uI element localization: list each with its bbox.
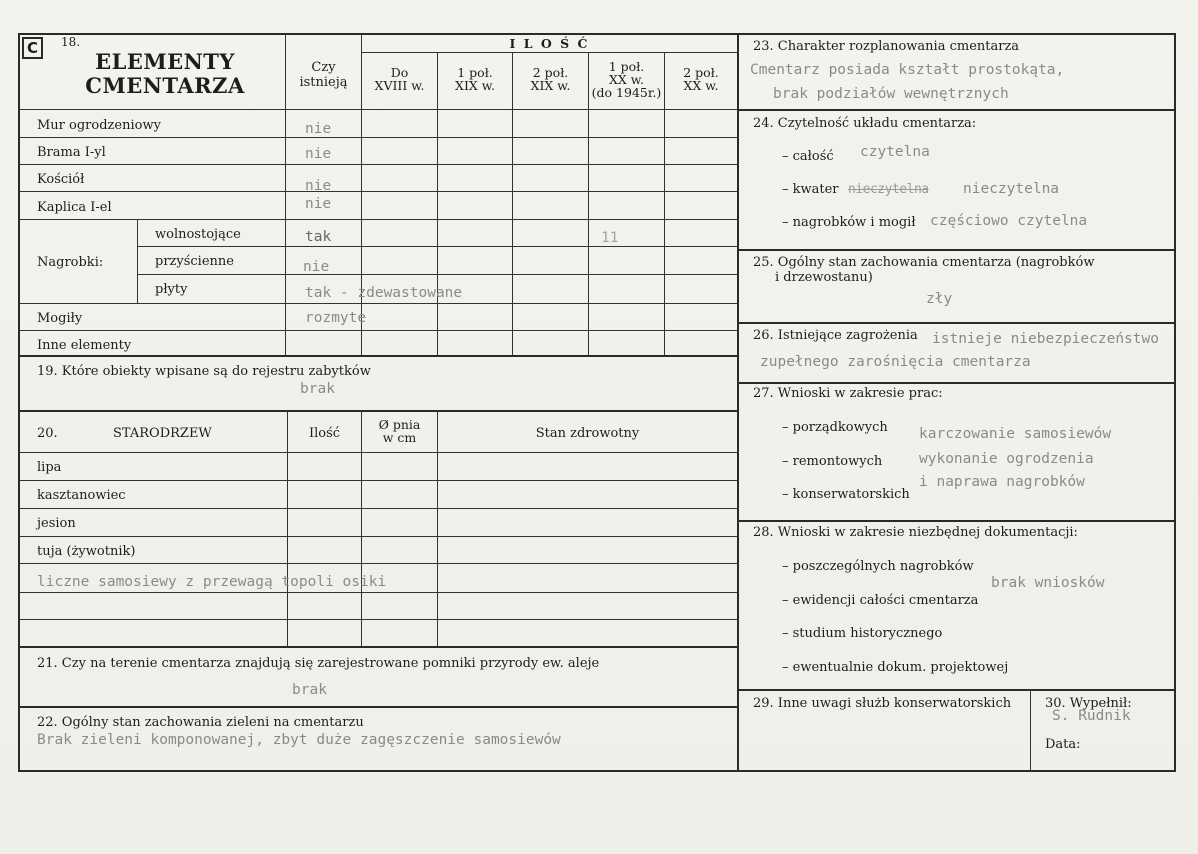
readability-graves-answer: częściowo czytelna — [930, 213, 1088, 229]
title-line-1: ELEMENTY — [95, 49, 235, 74]
row-label-brama: Brama I-yl — [37, 145, 106, 160]
sec25-l2: i drzewostanu) — [775, 270, 873, 285]
docs-item-project: – ewentualnie dokum. projektowej — [782, 660, 1009, 675]
section-26-answer-line2: zupełnego zarośnięcia cmentarza — [760, 354, 1031, 370]
period-2-l2: XIX w. — [455, 78, 495, 93]
section-26-label: 26. Istniejące zagrożenia — [753, 328, 918, 343]
quantity-header: I L O Ś Ć — [509, 36, 590, 51]
works-conserv-answer: i naprawa nagrobków — [919, 474, 1085, 490]
row-label-przyscienne: przyścienne — [155, 254, 234, 269]
row-label-nagrobki: Nagrobki: — [37, 255, 104, 270]
section-20-number: 20. — [37, 426, 58, 441]
section-28-answer: brak wniosków — [991, 575, 1105, 591]
section-19-label: 19. Które obiekty wpisane są do rejestru zabytków — [37, 364, 371, 379]
col-diam-l2: w cm — [382, 430, 417, 445]
tree-row-kasztanowiec: kasztanowiec — [37, 488, 126, 503]
answer-brama: nie — [305, 146, 332, 162]
section-c-mark: C — [22, 37, 43, 59]
period-1-l2: XVIII w. — [374, 78, 425, 93]
count-wolnostojace: 11 — [601, 230, 619, 246]
period-col-3 — [513, 66, 588, 92]
col-exists-l2: istnieją — [299, 75, 348, 90]
answer-mogily: rozmyte — [305, 310, 367, 326]
section-26-answer-line1: istnieje niebezpieczeństwo — [932, 331, 1159, 347]
period-5-l1: 2 poł. — [683, 65, 719, 80]
answer-przyscienne: nie — [303, 259, 330, 275]
works-order-answer: karczowanie samosiewów — [919, 426, 1112, 442]
row-label-kaplica: Kaplica I-el — [37, 200, 112, 215]
period-col-5 — [665, 66, 737, 92]
section-22-label: 22. Ogólny stan zachowania zieleni na cmentarzu — [37, 715, 364, 730]
tree-row-tuja: tuja (żywotnik) — [37, 544, 136, 559]
readability-whole-answer: czytelna — [860, 144, 930, 160]
period-1-l1: Do — [390, 65, 409, 80]
docs-item-history: – studium historycznego — [782, 626, 943, 641]
section-21-answer: brak — [292, 682, 327, 698]
works-conserv-label: – konserwatorskich — [782, 487, 910, 502]
section-29-label: 29. Inne uwagi służb konserwatorskich — [753, 696, 1012, 711]
section-23-answer-line2: brak podziałów wewnętrznych — [773, 86, 1009, 102]
period-col-2 — [438, 66, 512, 92]
column-exists-header — [286, 60, 361, 90]
answer-kaplica: nie — [305, 196, 332, 212]
tree-row-lipa: lipa — [37, 460, 62, 475]
column-divider — [737, 33, 739, 772]
works-repair-answer: wykonanie ogrodzenia — [919, 451, 1094, 467]
col-exists-l1: Czy — [311, 60, 336, 75]
answer-mur: nie — [305, 121, 332, 137]
works-repair-label: – remontowych — [782, 454, 883, 469]
section-30-name: S. Rudnik — [1052, 708, 1131, 724]
period-col-4 — [589, 60, 664, 99]
column-health-header: Stan zdrowotny — [535, 426, 640, 441]
section-21-label: 21. Czy na terenie cmentarza znajdują się zarejestrowane pomniki przyrody ew. aleje — [37, 656, 600, 671]
docs-item-records: – ewidencji całości cmentarza — [782, 593, 979, 608]
period-2-l1: 1 poł. — [457, 65, 493, 80]
section-22-answer: Brak zieleni komponowanej, zbyt duże zagęszczenie samosiewów — [37, 732, 561, 748]
readability-quarters-struck: nieczytelna — [848, 182, 929, 197]
works-order-label: – porządkowych — [782, 420, 888, 435]
readability-graves-label: – nagrobków i mogił — [782, 215, 916, 230]
section-20-note: liczne samosiewy z przewagą topoli osiki — [37, 574, 387, 590]
answer-kosciol: nie — [305, 178, 332, 194]
title-line-2: CMENTARZA — [85, 73, 245, 98]
period-4-l2: XX w. — [609, 72, 644, 87]
column-diameter-header — [362, 418, 437, 444]
sec25-l1: 25. Ogólny stan zachowania cmentarza (nagrobków — [753, 255, 1095, 270]
section-18-title — [60, 50, 270, 98]
readability-quarters-label: – kwater — [782, 182, 839, 197]
row-label-inne: Inne elementy — [37, 338, 132, 353]
section-25-answer: zły — [926, 291, 953, 307]
period-col-1 — [362, 66, 437, 92]
column-qty-header: Ilość — [308, 426, 341, 441]
section-24-label: 24. Czytelność układu cmentarza: — [753, 116, 977, 131]
period-4-l3: (do 1945r.) — [591, 85, 662, 100]
tree-row-jesion: jesion — [37, 516, 76, 531]
section-27-label: 27. Wnioski w zakresie prac: — [753, 386, 943, 401]
docs-item-graves: – poszczególnych nagrobków — [782, 559, 974, 574]
row-label-wolnostojace: wolnostojące — [155, 227, 241, 242]
row-label-kosciol: Kościół — [37, 172, 85, 187]
section-30-date-label: Data: — [1045, 737, 1081, 752]
section-28-label: 28. Wnioski w zakresie niezbędnej dokumentacji: — [753, 525, 1078, 540]
period-3-l2: XIX w. — [530, 78, 571, 93]
period-4-l1: 1 poł. — [608, 59, 645, 74]
section-25-label — [753, 255, 1094, 285]
answer-plyty: tak - zdewastowane — [305, 285, 463, 301]
row-label-mogily: Mogiły — [37, 311, 83, 326]
period-3-l1: 2 poł. — [532, 65, 569, 80]
answer-wolnostojace: tak — [305, 229, 332, 245]
section-19-answer: brak — [300, 381, 335, 397]
section-30-label: 30. Wypełnił: — [1045, 696, 1132, 711]
row-label-plyty: płyty — [155, 282, 188, 297]
readability-quarters-answer: nieczytelna — [963, 181, 1060, 197]
section-23-label: 23. Charakter rozplanowania cmentarza — [753, 39, 1020, 54]
section-23-answer-line1: Cmentarz posiada kształt prostokąta, — [750, 62, 1065, 78]
period-5-l2: XX w. — [683, 78, 719, 93]
row-label-mur: Mur ogrodzeniowy — [37, 118, 161, 133]
readability-whole-label: – całość — [782, 149, 834, 164]
section-20-title: STARODRZEW — [113, 426, 212, 441]
section-18-number: 18. — [61, 35, 81, 49]
col-diam-l1: Ø pnia — [378, 417, 421, 432]
